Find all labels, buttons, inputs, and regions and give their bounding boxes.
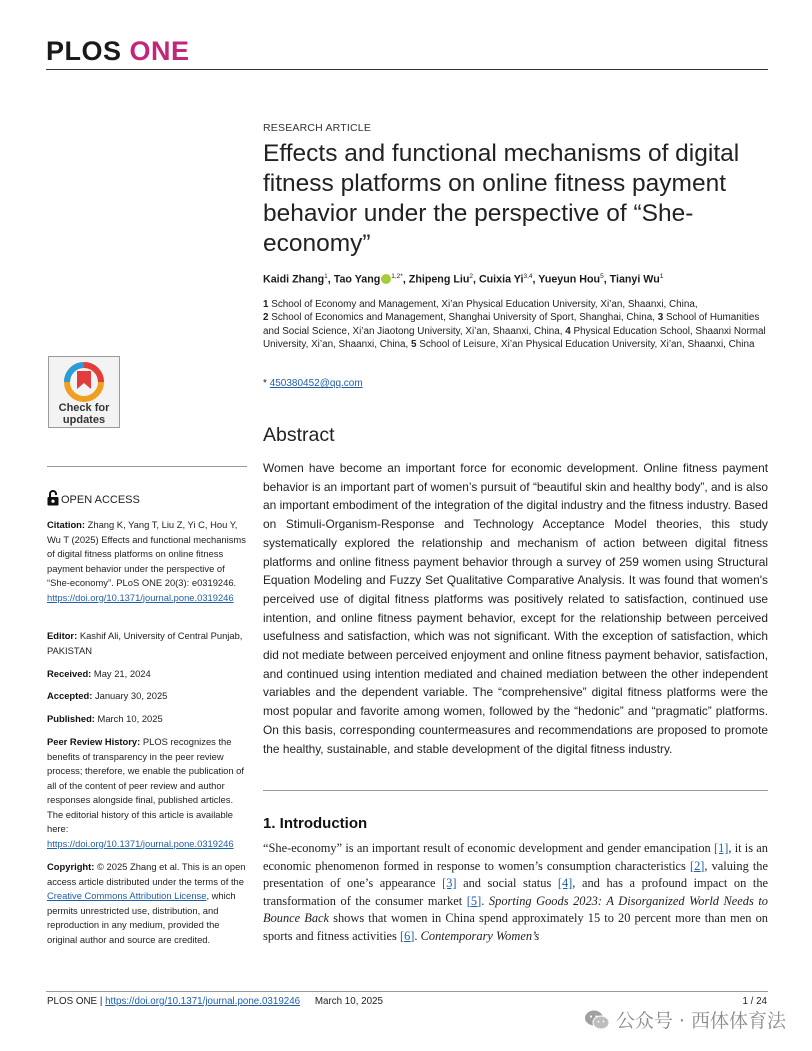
corresponding-email	[263, 378, 768, 389]
footer-date: March 10, 2025	[314, 996, 383, 1007]
copyright-text-post: , which permits unrestricted use, distribution, and reproduction in any medium, provided the original author and source are credited.	[47, 890, 236, 945]
reference-link[interactable]: [3]	[442, 876, 457, 890]
published-block	[47, 712, 247, 727]
accepted-date: January 30, 2025	[94, 690, 168, 701]
peer-review-label: Peer Review History:	[47, 736, 141, 747]
intro-text: , it is an economic phenomenon formed in response to women’s consumption characteristics	[263, 841, 768, 873]
orcid-icon[interactable]	[381, 274, 391, 284]
affil-number: 1	[263, 299, 269, 310]
published-date: March 10, 2025	[97, 713, 163, 724]
reference-link[interactable]: [4]	[557, 876, 573, 890]
reference-link[interactable]: [1]	[713, 841, 729, 855]
header-divider	[46, 69, 768, 70]
citation-label: Citation:	[47, 519, 86, 530]
received-date: May 21, 2024	[93, 668, 151, 679]
open-access-text: OPEN ACCESS	[61, 494, 140, 506]
copyright-block	[47, 860, 247, 947]
received-label: Received:	[47, 668, 92, 679]
book-title: Contemporary Women’s	[420, 928, 540, 943]
abstract-text: Women have become an important force for economic development. Online fitness payment behavior is an important part of women’s pursuit of “beautiful skin and healthy body”, and is also an important embodiment of the integration of the digital industry and the fitness industry. Based on Stimuli-Organism-Response and Technology Acceptance Model theories, this study systematically explored the relationship and mechanism of action between digital fitness platforms and online fitness payment behavior through a survey of 259 women using Structural Equation Modeling and Fuzzy Set Qualitative Comparative Analysis. It was found that women's perceived use of digital fitness platforms was positively related to satisfaction, continued use intention, and online fitness payment behavior, except for the relationship between perceived usefulness and satisfaction, which was not significant. With the exception of satisfaction, which did not mediate between perceived enjoyment and online fitness payment behavior, satisfaction, and continued using intention mediated and chained mediation between the other independent variables and the dependent variable. The “comprehensive” digital fitness platforms were the most popular and favorite among women, followed by the “hedonic” and “pragmatic” platforms. On this basis, corresponding countermeasures and recommendations are proposed to promote the healthy, sustainable, and stable development of the digital fitness industry.	[263, 461, 769, 756]
abstract-heading: Abstract	[263, 424, 335, 446]
author-list: Kaidi Zhang$^1$, Tao Yang $^{1,2*}$, Zhipeng Liu$^2$, Cuixia Yi$^{3,4}$, Yueyun Hou$^5$, Tianyi Wu$^1$	[263, 273, 664, 286]
article-type: RESEARCH ARTICLE	[263, 122, 372, 134]
footer-journal: PLOS ONE	[47, 996, 98, 1007]
footer-divider	[46, 991, 768, 992]
author-affil: 1	[659, 273, 664, 280]
abstract-divider	[263, 790, 768, 791]
intro-text: .	[481, 893, 489, 908]
received-block	[47, 667, 247, 682]
introduction-heading: 1. Introduction	[263, 815, 368, 832]
badge-line-2: updates	[62, 414, 106, 426]
citation-doi-link[interactable]: https://doi.org/10.1371/journal.pone.0319246	[47, 591, 234, 603]
author-affil: 1,2*	[391, 273, 403, 280]
affil-text: School of Economics and Management, Shanghai University of Sport, Shanghai, China,	[271, 312, 655, 324]
affil-text: School of Economy and Management, Xi’an Physical Education University, Xi’an, Shaanxi, China,	[271, 299, 698, 310]
published-label: Published:	[47, 713, 95, 724]
intro-text: , valuing the presentation of one’s appearance	[263, 858, 768, 890]
reference-link[interactable]: [6]	[399, 928, 415, 943]
introduction-text	[263, 840, 768, 945]
wechat-icon	[584, 1009, 610, 1031]
author-affil: 2	[469, 273, 473, 280]
logo-plos: PLOS	[46, 36, 122, 66]
affil-text: Physical Education School, Shaanxi Normal University, Xi’an, Shaanxi, China,	[263, 325, 766, 351]
reference-link[interactable]: [5]	[466, 893, 482, 908]
affiliations	[263, 298, 768, 352]
reference-link[interactable]: [2]	[689, 858, 705, 873]
badge-line-1: Check for	[58, 402, 110, 414]
email-link[interactable]: 450380452@qq.com	[269, 378, 363, 389]
page-footer	[47, 996, 383, 1007]
footer-separator: |	[99, 996, 103, 1007]
citation-block	[47, 518, 247, 605]
intro-text: .	[414, 928, 421, 943]
peer-review-link[interactable]: https://doi.org/10.1371/journal.pone.0319246	[47, 837, 234, 849]
editor-text: Kashif Ali, University of Central Punjab, PAKISTAN	[47, 630, 243, 656]
watermark-text: 公众号 · 西体体育法	[615, 1010, 786, 1032]
open-lock-icon	[47, 490, 59, 506]
intro-text: shows that women in China spend approximately 15 to 20 percent more than men on sports and fitness activities	[263, 911, 769, 943]
peer-review-text: PLOS recognizes the benefits of transparency in the peer review process; therefore, we enable the publication of all of the content of peer review and author responses alongside final, published articles. The editorial history of this article is available here:	[47, 736, 244, 834]
author-affil: 5	[600, 273, 604, 280]
peer-review-block	[47, 735, 247, 851]
editor-block	[47, 629, 247, 658]
author-name[interactable]: Kaidi Zhang	[263, 273, 325, 286]
affil-number: 3	[657, 312, 664, 324]
citation-text: Zhang K, Yang T, Liu Z, Yi C, Hou Y, Wu T (2025) Effects and functional mechanisms of digital fitness platforms on online fitness payment behavior under the perspective of “She-economy”. PLoS ONE 20(3): e0319246.	[47, 519, 246, 588]
affil-number: 2	[263, 312, 269, 324]
copyright-text-pre: © 2025 Zhang et al. This is an open access article distributed under the terms of the	[47, 861, 246, 887]
accepted-block	[47, 689, 247, 704]
accepted-label: Accepted:	[47, 690, 93, 701]
page-number: 1 / 24	[742, 996, 767, 1007]
sidebar-divider	[47, 466, 247, 467]
footer-doi-link[interactable]: https://doi.org/10.1371/journal.pone.0319246	[105, 996, 301, 1007]
intro-text: “She-economy” is an important result of economic development and gender emancipation	[263, 841, 714, 855]
author-affil: 1	[324, 273, 328, 280]
author-name[interactable]: Cuixia Yi	[478, 273, 524, 286]
author-affil: 3,4	[523, 273, 533, 280]
watermark	[584, 1006, 786, 1033]
editor-label: Editor:	[47, 630, 78, 641]
author-name[interactable]: Yueyun Hou	[538, 273, 601, 286]
author-name[interactable]: Tao Yang	[333, 273, 381, 286]
affil-text: School of Leisure, Xi’an Physical Education University, Xi’an, Shaanxi, China	[419, 339, 755, 351]
copyright-label: Copyright:	[47, 861, 95, 872]
check-updates-icon	[64, 362, 104, 402]
author-name[interactable]: Zhipeng Liu	[408, 273, 470, 286]
open-access-label	[47, 490, 140, 506]
license-link[interactable]: Creative Commons Attribution License	[47, 890, 207, 901]
affil-number: 4	[565, 325, 571, 337]
intro-text: and social status	[456, 876, 558, 890]
book-title: Sporting Goods 2023: A Disorganized World Needs to Bounce Back	[263, 893, 769, 925]
check-for-updates-badge[interactable]	[48, 356, 120, 428]
article-title: Effects and functional mechanisms of digital fitness platforms on online fitness payment behavior under the perspective of “She-economy”	[263, 140, 740, 257]
intro-text: , and has a profound impact on the transformation of the consumer market	[263, 876, 769, 908]
affil-text: School of Humanities and Social Science, Xi’an Jiaotong University, Xi’an, Shaanxi, China,	[263, 312, 760, 337]
email-asterisk: *	[263, 378, 267, 389]
logo-one: ONE	[129, 36, 190, 66]
author-name[interactable]: Tianyi Wu	[609, 273, 660, 286]
journal-logo	[46, 36, 190, 67]
affil-number: 5	[411, 339, 417, 351]
